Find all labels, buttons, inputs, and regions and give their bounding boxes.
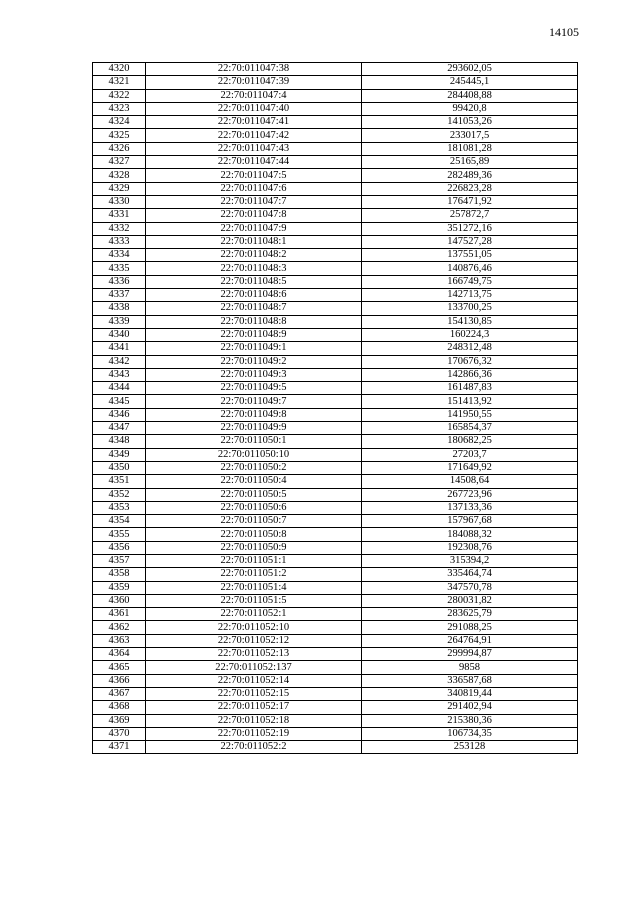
table-row	[93, 488, 578, 501]
value-cell: 336587,68	[362, 674, 578, 687]
row-number-cell: 4339	[93, 315, 146, 328]
table-row	[93, 661, 578, 674]
row-number-cell: 4353	[93, 501, 146, 514]
cadastral-number-cell: 22:70:011047:42	[146, 129, 362, 142]
row-number-cell: 4344	[93, 382, 146, 395]
cadastral-number-cell: 22:70:011050:9	[146, 541, 362, 554]
cadastral-number-cell: 22:70:011050:10	[146, 448, 362, 461]
cadastral-number-cell: 22:70:011047:5	[146, 169, 362, 182]
row-number-cell: 4329	[93, 182, 146, 195]
table-row	[93, 408, 578, 421]
table-row	[93, 195, 578, 208]
value-cell: 106734,35	[362, 727, 578, 740]
cadastral-number-cell: 22:70:011047:7	[146, 195, 362, 208]
value-cell: 171649,92	[362, 461, 578, 474]
cadastral-number-cell: 22:70:011047:4	[146, 89, 362, 102]
row-number-cell: 4322	[93, 89, 146, 102]
row-number-cell: 4360	[93, 594, 146, 607]
table-row	[93, 368, 578, 381]
cadastral-number-cell: 22:70:011047:38	[146, 63, 362, 76]
value-cell: 180682,25	[362, 435, 578, 448]
row-number-cell: 4345	[93, 395, 146, 408]
table-row	[93, 648, 578, 661]
cadastral-number-cell: 22:70:011052:14	[146, 674, 362, 687]
table-row	[93, 608, 578, 621]
table-row	[93, 621, 578, 634]
table-row	[93, 169, 578, 182]
value-cell: 284408,88	[362, 89, 578, 102]
value-cell: 140876,46	[362, 262, 578, 275]
row-number-cell: 4341	[93, 342, 146, 355]
row-number-cell: 4326	[93, 142, 146, 155]
table-row	[93, 182, 578, 195]
row-number-cell: 4347	[93, 422, 146, 435]
row-number-cell: 4368	[93, 701, 146, 714]
row-number-cell: 4369	[93, 714, 146, 727]
table-row	[93, 275, 578, 288]
row-number-cell: 4366	[93, 674, 146, 687]
value-cell: 340819,44	[362, 687, 578, 700]
value-cell: 335464,74	[362, 568, 578, 581]
value-cell: 142866,36	[362, 368, 578, 381]
row-number-cell: 4352	[93, 488, 146, 501]
row-number-cell: 4323	[93, 102, 146, 115]
value-cell: 257872,7	[362, 209, 578, 222]
row-number-cell: 4365	[93, 661, 146, 674]
value-cell: 147527,28	[362, 235, 578, 248]
row-number-cell: 4356	[93, 541, 146, 554]
value-cell: 165854,37	[362, 422, 578, 435]
table-row	[93, 76, 578, 89]
row-number-cell: 4371	[93, 741, 146, 754]
table-row	[93, 382, 578, 395]
table-row	[93, 222, 578, 235]
table-row	[93, 714, 578, 727]
table-row	[93, 475, 578, 488]
row-number-cell: 4331	[93, 209, 146, 222]
table-row	[93, 209, 578, 222]
row-number-cell: 4332	[93, 222, 146, 235]
row-number-cell: 4350	[93, 461, 146, 474]
table-row	[93, 102, 578, 115]
cadastral-number-cell: 22:70:011052:19	[146, 727, 362, 740]
table-row	[93, 727, 578, 740]
value-cell: 347570,78	[362, 581, 578, 594]
value-cell: 166749,75	[362, 275, 578, 288]
value-cell: 351272,16	[362, 222, 578, 235]
row-number-cell: 4328	[93, 169, 146, 182]
row-number-cell: 4342	[93, 355, 146, 368]
table-row	[93, 741, 578, 754]
row-number-cell: 4334	[93, 249, 146, 262]
value-cell: 299994,87	[362, 648, 578, 661]
value-cell: 181081,28	[362, 142, 578, 155]
table-row	[93, 528, 578, 541]
table-row	[93, 461, 578, 474]
cadastral-number-cell: 22:70:011047:9	[146, 222, 362, 235]
row-number-cell: 4355	[93, 528, 146, 541]
cadastral-number-cell: 22:70:011049:7	[146, 395, 362, 408]
cadastral-number-cell: 22:70:011052:1	[146, 608, 362, 621]
row-number-cell: 4363	[93, 634, 146, 647]
table-row	[93, 554, 578, 567]
row-number-cell: 4340	[93, 328, 146, 341]
cadastral-number-cell: 22:70:011048:7	[146, 302, 362, 315]
row-number-cell: 4351	[93, 475, 146, 488]
cadastral-number-cell: 22:70:011049:3	[146, 368, 362, 381]
table-row	[93, 701, 578, 714]
value-cell: 280031,82	[362, 594, 578, 607]
value-cell: 14508,64	[362, 475, 578, 488]
value-cell: 151413,92	[362, 395, 578, 408]
cadastral-number-cell: 22:70:011048:1	[146, 235, 362, 248]
value-cell: 283625,79	[362, 608, 578, 621]
row-number-cell: 4330	[93, 195, 146, 208]
value-cell: 157967,68	[362, 515, 578, 528]
table-row	[93, 142, 578, 155]
value-cell: 27203,7	[362, 448, 578, 461]
value-cell: 291088,25	[362, 621, 578, 634]
table-row	[93, 235, 578, 248]
table-row	[93, 501, 578, 514]
row-number-cell: 4362	[93, 621, 146, 634]
table-row	[93, 116, 578, 129]
cadastral-number-cell: 22:70:011051:5	[146, 594, 362, 607]
cadastral-number-cell: 22:70:011048:6	[146, 289, 362, 302]
row-number-cell: 4321	[93, 76, 146, 89]
table-row	[93, 249, 578, 262]
value-cell: 245445,1	[362, 76, 578, 89]
row-number-cell: 4335	[93, 262, 146, 275]
table-body	[93, 63, 578, 754]
row-number-cell: 4336	[93, 275, 146, 288]
cadastral-number-cell: 22:70:011050:8	[146, 528, 362, 541]
value-cell: 248312,48	[362, 342, 578, 355]
value-cell: 161487,83	[362, 382, 578, 395]
table-row	[93, 687, 578, 700]
row-number-cell: 4327	[93, 156, 146, 169]
cadastral-number-cell: 22:70:011049:1	[146, 342, 362, 355]
table-row	[93, 435, 578, 448]
cadastral-number-cell: 22:70:011048:3	[146, 262, 362, 275]
value-cell: 192308,76	[362, 541, 578, 554]
value-cell: 141950,55	[362, 408, 578, 421]
table-row	[93, 89, 578, 102]
table-row	[93, 515, 578, 528]
table-row	[93, 355, 578, 368]
row-number-cell: 4349	[93, 448, 146, 461]
table-row	[93, 156, 578, 169]
data-table	[92, 62, 578, 754]
cadastral-number-cell: 22:70:011049:8	[146, 408, 362, 421]
row-number-cell: 4348	[93, 435, 146, 448]
cadastral-number-cell: 22:70:011049:9	[146, 422, 362, 435]
row-number-cell: 4333	[93, 235, 146, 248]
cadastral-number-cell: 22:70:011051:2	[146, 568, 362, 581]
row-number-cell: 4367	[93, 687, 146, 700]
row-number-cell: 4364	[93, 648, 146, 661]
value-cell: 137133,36	[362, 501, 578, 514]
row-number-cell: 4358	[93, 568, 146, 581]
cadastral-number-cell: 22:70:011050:4	[146, 475, 362, 488]
value-cell: 291402,94	[362, 701, 578, 714]
cadastral-number-cell: 22:70:011052:15	[146, 687, 362, 700]
table-row	[93, 581, 578, 594]
cadastral-number-cell: 22:70:011047:6	[146, 182, 362, 195]
value-cell: 264764,91	[362, 634, 578, 647]
row-number-cell: 4370	[93, 727, 146, 740]
cadastral-number-cell: 22:70:011048:8	[146, 315, 362, 328]
value-cell: 25165,89	[362, 156, 578, 169]
cadastral-number-cell: 22:70:011050:5	[146, 488, 362, 501]
table-row	[93, 448, 578, 461]
cadastral-number-cell: 22:70:011050:1	[146, 435, 362, 448]
table-row	[93, 634, 578, 647]
table-row	[93, 289, 578, 302]
row-number-cell: 4361	[93, 608, 146, 621]
row-number-cell: 4325	[93, 129, 146, 142]
cadastral-number-cell: 22:70:011047:8	[146, 209, 362, 222]
table-row	[93, 328, 578, 341]
table-row	[93, 63, 578, 76]
value-cell: 233017,5	[362, 129, 578, 142]
cadastral-number-cell: 22:70:011047:43	[146, 142, 362, 155]
row-number-cell: 4337	[93, 289, 146, 302]
value-cell: 293602,05	[362, 63, 578, 76]
cadastral-number-cell: 22:70:011047:44	[146, 156, 362, 169]
cadastral-number-cell: 22:70:011052:13	[146, 648, 362, 661]
row-number-cell: 4338	[93, 302, 146, 315]
value-cell: 184088,32	[362, 528, 578, 541]
row-number-cell: 4357	[93, 554, 146, 567]
page-number: 14105	[549, 25, 579, 39]
cadastral-number-cell: 22:70:011052:137	[146, 661, 362, 674]
cadastral-number-cell: 22:70:011047:40	[146, 102, 362, 115]
value-cell: 133700,25	[362, 302, 578, 315]
table-row	[93, 541, 578, 554]
cadastral-number-cell: 22:70:011052:18	[146, 714, 362, 727]
row-number-cell: 4324	[93, 116, 146, 129]
value-cell: 142713,75	[362, 289, 578, 302]
value-cell: 160224,3	[362, 328, 578, 341]
table-row	[93, 594, 578, 607]
cadastral-number-cell: 22:70:011052:2	[146, 741, 362, 754]
value-cell: 99420,8	[362, 102, 578, 115]
value-cell: 267723,96	[362, 488, 578, 501]
table-row	[93, 129, 578, 142]
cadastral-number-cell: 22:70:011048:2	[146, 249, 362, 262]
row-number-cell: 4359	[93, 581, 146, 594]
cadastral-number-cell: 22:70:011047:39	[146, 76, 362, 89]
value-cell: 9858	[362, 661, 578, 674]
cadastral-number-cell: 22:70:011051:1	[146, 554, 362, 567]
cadastral-number-cell: 22:70:011049:5	[146, 382, 362, 395]
cadastral-number-cell: 22:70:011052:12	[146, 634, 362, 647]
cadastral-number-cell: 22:70:011048:5	[146, 275, 362, 288]
row-number-cell: 4354	[93, 515, 146, 528]
row-number-cell: 4346	[93, 408, 146, 421]
cadastral-number-cell: 22:70:011048:9	[146, 328, 362, 341]
table-row	[93, 302, 578, 315]
table-row	[93, 674, 578, 687]
table-row	[93, 315, 578, 328]
cadastral-number-cell: 22:70:011049:2	[146, 355, 362, 368]
value-cell: 176471,92	[362, 195, 578, 208]
cadastral-number-cell: 22:70:011047:41	[146, 116, 362, 129]
table-row	[93, 422, 578, 435]
cadastral-number-cell: 22:70:011050:6	[146, 501, 362, 514]
cadastral-number-cell: 22:70:011052:10	[146, 621, 362, 634]
value-cell: 141053,26	[362, 116, 578, 129]
value-cell: 215380,36	[362, 714, 578, 727]
value-cell: 253128	[362, 741, 578, 754]
value-cell: 282489,36	[362, 169, 578, 182]
table-row	[93, 262, 578, 275]
table-row	[93, 342, 578, 355]
cadastral-number-cell: 22:70:011050:7	[146, 515, 362, 528]
value-cell: 170676,32	[362, 355, 578, 368]
value-cell: 154130,85	[362, 315, 578, 328]
row-number-cell: 4343	[93, 368, 146, 381]
cadastral-number-cell: 22:70:011052:17	[146, 701, 362, 714]
table-row	[93, 395, 578, 408]
value-cell: 315394,2	[362, 554, 578, 567]
cadastral-number-cell: 22:70:011051:4	[146, 581, 362, 594]
value-cell: 137551,05	[362, 249, 578, 262]
cadastral-number-cell: 22:70:011050:2	[146, 461, 362, 474]
value-cell: 226823,28	[362, 182, 578, 195]
row-number-cell: 4320	[93, 63, 146, 76]
table-row	[93, 568, 578, 581]
